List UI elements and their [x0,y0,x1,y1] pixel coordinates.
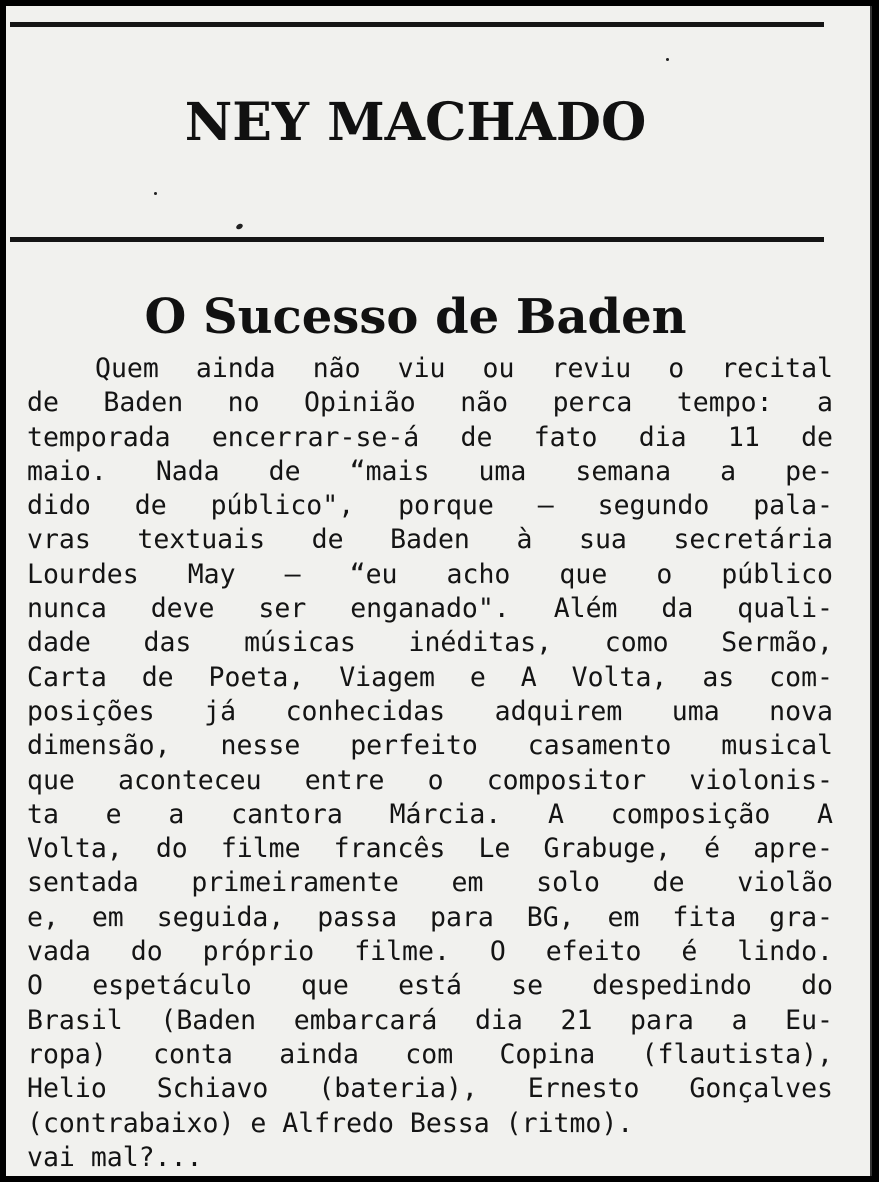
body-line: Quem ainda não viu ou reviu o recital [95,353,833,384]
body-line: ropa) conta ainda com Copina (flautista), [27,1038,833,1070]
body-line: (contrabaixo) e Alfredo Bessa (ritmo). [27,1107,634,1139]
body-line: nunca deve ser enganado". Além da quali- [27,593,833,625]
section-rule [10,237,824,242]
body-line: sentada primeiramente em solo de violão [27,867,833,899]
body-line: vras textuais de Baden à sua secretária [27,524,833,556]
body-line: Carta de Poeta, Viagem e A Volta, as com- [27,661,833,693]
body-line: Lourdes May — “eu acho que o público [27,558,833,590]
body-line: Brasil (Baden embarcará dia 21 para a Eu- [27,1004,833,1036]
body-line: Helio Schiavo (bateria), Ernesto Gonçalves [27,1073,833,1105]
body-line: ta e a cantora Márcia. A composição A [27,798,833,830]
article-body [27,352,833,1173]
newspaper-clipping [6,6,872,1176]
body-line: temporada encerrar-se-á de fato dia 11 de [27,421,833,453]
top-rule [10,22,824,27]
body-line: maio. Nada de “mais uma semana a pe- [27,455,833,487]
body-line: posições já conhecidas adquirem uma nova [27,695,833,727]
body-line-cut: vai mal?... [27,1141,203,1173]
print-speck [154,192,157,195]
body-line: dade das músicas inéditas, como Sermão, [27,627,833,659]
clipping-edge [870,6,872,1176]
body-line: dido de público", porque — segundo pala- [27,490,833,522]
article-headline: O Sucesso de Baden [144,289,687,345]
body-line: de Baden no Opinião não perca tempo: a [27,387,833,419]
body-line: Volta, do filme francês Le Grabuge, é apre- [27,833,833,865]
print-speck [666,58,669,61]
body-line: que aconteceu entre o compositor violonis- [27,764,833,796]
print-speck [235,223,244,231]
body-line: e, em seguida, passa para BG, em fita gra- [27,901,833,933]
column-title: NEY MACHADO [184,92,647,153]
body-line: O espetáculo que está se despedindo do [27,970,833,1002]
body-line: vada do próprio filme. O efeito é lindo. [27,936,833,968]
body-line: dimensão, nesse perfeito casamento musical [27,730,833,762]
